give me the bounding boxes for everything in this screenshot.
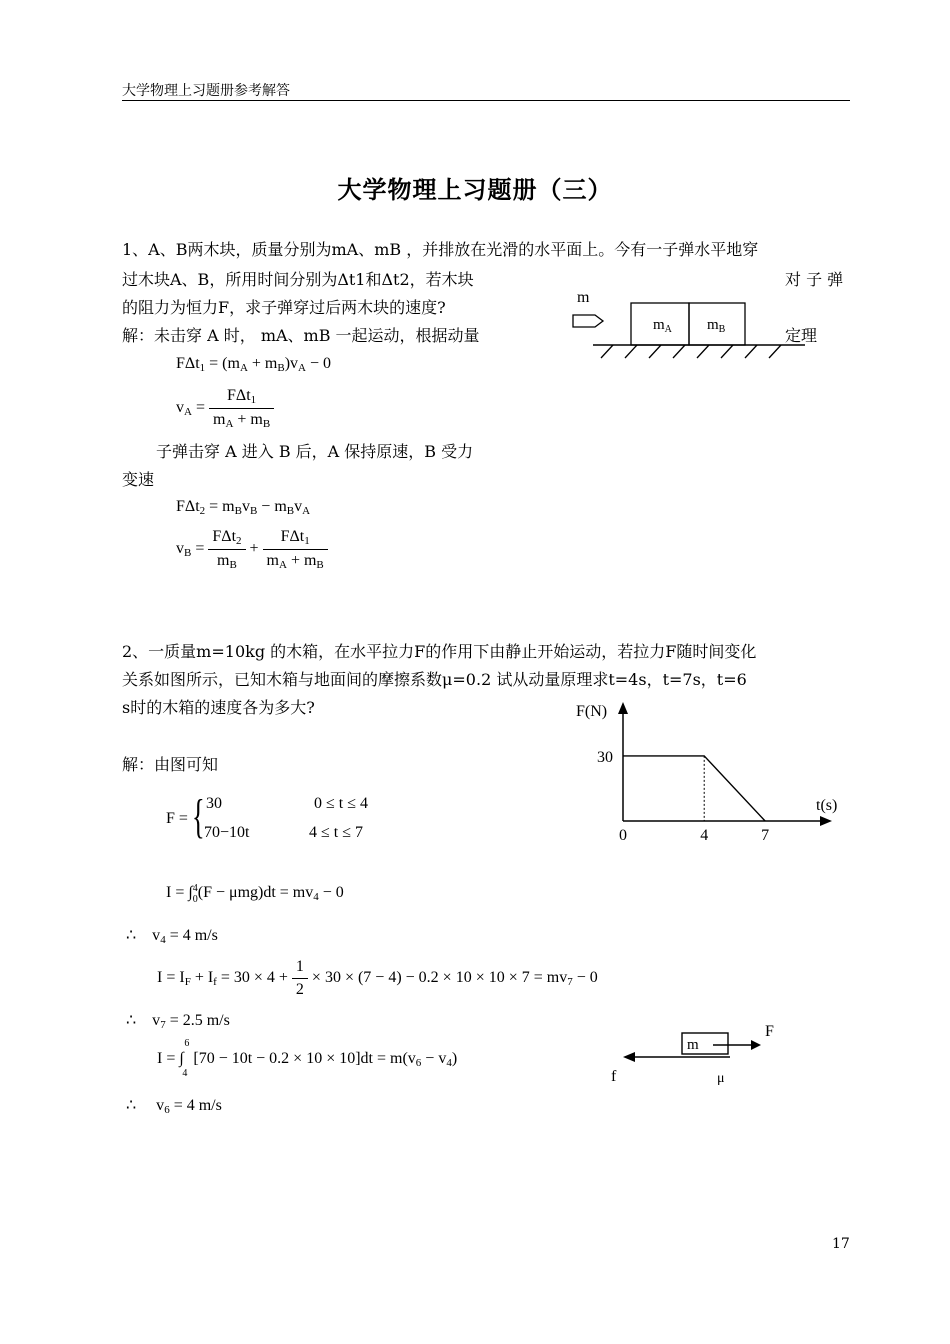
pull-arrow-icon bbox=[751, 1040, 761, 1050]
p1-line2: 过木块A、B，所用时间分别为Δt1和Δt2，若木块 bbox=[122, 270, 474, 289]
page-number: 17 bbox=[832, 1236, 850, 1252]
eq-impulse-4: $I = \int^4_0(F - \mu mg)dt = mv_4 - 0$ bbox=[166, 883, 344, 905]
result-v7: ∴ $v_7 = 2.5$ m/s bbox=[126, 1012, 230, 1031]
p1-line4-right: 定理 bbox=[785, 326, 818, 345]
bullet-icon bbox=[573, 315, 603, 327]
forces-figure bbox=[605, 1018, 785, 1093]
p1-line4: 解：未击穿 A 时， mA、mB 一起运动，根据动量 bbox=[122, 326, 480, 345]
p2-line3: s时的木箱的速度各为多大? bbox=[122, 698, 315, 717]
p2-line2: 关系如图所示，已知木箱与地面间的摩擦系数μ=0.2 试从动量原理求t=4s，t=7s，t=6 bbox=[122, 670, 747, 689]
eq4: $v_B$ = $\frac{F\Delta t_2}{m_B}$ + $\frac{F\Delta t_1}{m_A + m_B}$ bbox=[176, 528, 328, 571]
y-tick-label: 30 bbox=[597, 748, 613, 766]
p2-solve: 解：由图可知 bbox=[122, 755, 219, 774]
result-v6: ∴ $v_6 = 4$ m/s bbox=[126, 1097, 222, 1116]
block-a-label: $m_A$ bbox=[653, 317, 672, 335]
mu-label: μ bbox=[717, 1071, 725, 1086]
ground-hatching bbox=[601, 345, 781, 358]
friction-arrow-icon bbox=[623, 1052, 635, 1062]
force-label-F: F bbox=[765, 1023, 774, 1040]
friction-label-f: f bbox=[611, 1068, 617, 1085]
x-tick-label: 7 bbox=[761, 827, 770, 844]
p2-line1: 2、一质量m=10kg 的木箱，在水平拉力F的作用下由静止开始运动，若拉力F随时间变化 bbox=[122, 642, 757, 661]
eq2: $v_A$ = $\frac{F\Delta t_1}{m_A + m_B}$ bbox=[176, 387, 274, 430]
force-time-chart bbox=[560, 690, 860, 850]
x-tick-label: 4 bbox=[700, 827, 709, 844]
eq-impulse-6: I = 6 ∫ 4 $[70 - 10t - 0.2 \times 10 \times 10]dt = m(v_6 - v_4)$ bbox=[157, 1038, 458, 1079]
p1-line3: 的阻力为恒力F，求子弹穿过后两木块的速度? bbox=[122, 298, 446, 317]
p1-line2-right: 对 子 弹 bbox=[785, 270, 844, 289]
p1-line1: 1、A、B两木块，质量分别为mA、mB ，并排放在光滑的水平面上。今有一子弹水平地穿 bbox=[122, 240, 759, 259]
p1-line6: 变速 bbox=[122, 470, 155, 489]
running-header: 大学物理上习题册参考解答 bbox=[122, 83, 290, 99]
x-tick-label: 0 bbox=[619, 827, 627, 844]
x-axis-arrow-icon bbox=[820, 816, 832, 826]
x-axis-label: t(s) bbox=[816, 797, 838, 814]
eq1: $F\Delta t_1 = (m_A + m_B)v_A - 0$ bbox=[176, 355, 332, 374]
p1-line5: 子弹击穿 A 进入 B 后，A 保持原速，B 受力 bbox=[156, 442, 474, 461]
box-mass-label: m bbox=[687, 1037, 699, 1053]
bullet-mass-label: m bbox=[577, 289, 590, 306]
header-rule bbox=[122, 100, 850, 101]
blocks-figure bbox=[565, 282, 810, 362]
eq3: $F\Delta t_2 = m_Bv_B - m_Bv_A$ bbox=[176, 498, 311, 517]
block-b-label: $m_B$ bbox=[707, 317, 726, 335]
y-axis-label: F(N) bbox=[576, 703, 608, 720]
y-axis-arrow-icon bbox=[618, 702, 628, 714]
page-title: 大学物理上习题册（三） bbox=[337, 176, 613, 204]
force-series-line bbox=[623, 756, 765, 821]
eq-impulse-7: $I = I_F + I_f = 30 \times 4$ + $\frac{1}{2}$ × $30 \times (7 - 4) - 0.2 \times 10 \times 10 \times 7 = mv_7 - 0$ bbox=[157, 958, 598, 998]
result-v4: ∴ $v_4 = 4$ m/s bbox=[126, 927, 218, 946]
